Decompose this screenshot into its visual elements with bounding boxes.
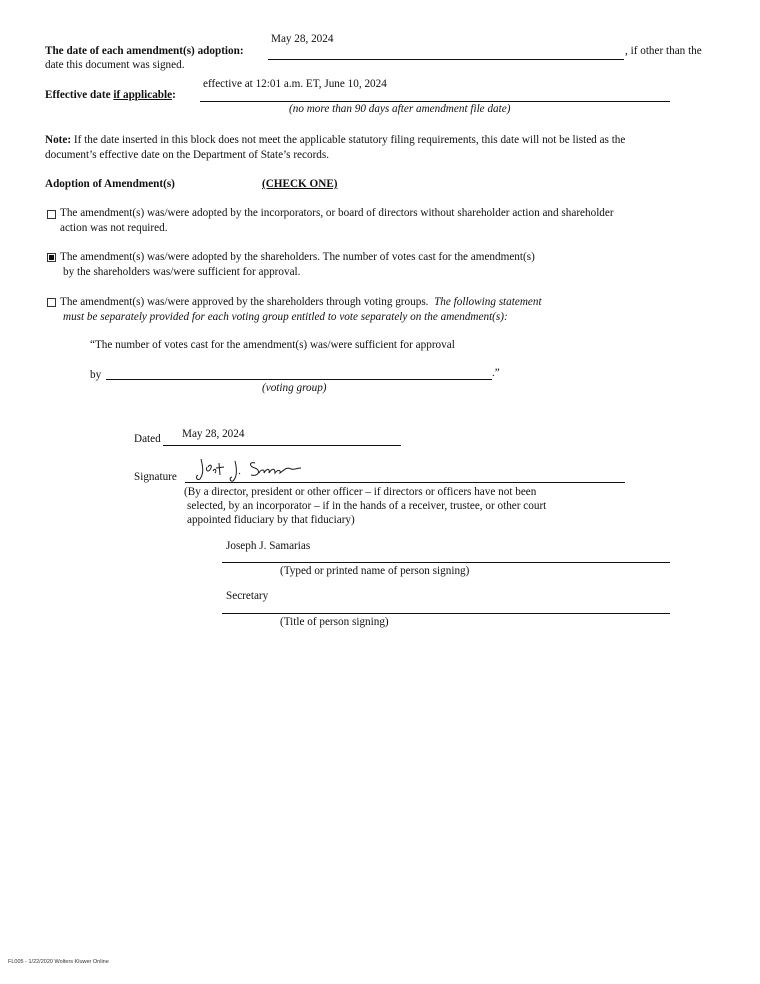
dated-line [163,445,401,446]
note-line-1 [45,134,625,147]
dated-label: Dated [134,433,161,445]
dated-value: May 28, 2024 [182,428,245,440]
signature-line [185,482,625,483]
signer-name-value: Joseph J. Samarias [226,540,311,552]
adoption-date-suffix: , if other than the [625,45,702,57]
by-label: by [90,369,102,381]
voting-group-caption: (voting group) [262,382,327,394]
option-2-checkbox[interactable] [47,253,56,262]
note-text-2: document’s effective date on the Department of State’s records. [45,149,330,161]
effective-date-label [45,89,176,102]
effective-date-value: effective at 12:01 a.m. ET, June 10, 2024 [203,78,387,90]
option-1-line-2: action was not required. [60,222,168,234]
signer-title-caption: (Title of person signing) [280,616,389,628]
option-3-checkbox[interactable] [47,298,56,307]
voting-quote: “The number of votes cast for the amendment(s) was/were sufficient for approval [90,339,455,351]
option-3-line-2: must be separately provided for each voting group entitled to vote separately on the amendment(s): [63,311,508,323]
signature-instructions-1: (By a director, president or other officer – if directors or officers have not been [184,486,537,498]
option-3-italic: The following statement [434,296,542,308]
form-footer: FL005 - 1/22/2020 Wolters Kluwer Online [8,959,109,965]
effective-date-label-prefix: Effective date [45,89,111,101]
adoption-date-value: May 28, 2024 [271,33,334,45]
signer-title-value: Secretary [226,590,269,602]
check-one-label: (CHECK ONE) [262,178,338,190]
signer-title-line [222,613,670,614]
signature-instructions-2: selected, by an incorporator – if in the hands of a receiver, trustee, or other court [187,500,547,512]
effective-date-note: (no more than 90 days after amendment file date) [289,103,511,115]
quote-end: .” [492,367,500,379]
adoption-date-line [268,59,624,60]
option-1-line-1: The amendment(s) was/were adopted by the incorporators, or board of directors without shareholder action and shareholder [60,207,614,219]
signature-instructions-3: appointed fiduciary by that fiduciary) [187,514,355,526]
signer-name-caption: (Typed or printed name of person signing) [280,565,470,577]
effective-date-label-colon: : [172,89,176,101]
option-2-line-1: The amendment(s) was/were adopted by the shareholders. The number of votes cast for the amendment(s) [60,251,535,263]
option-3-line-1 [60,296,542,309]
effective-date-line [200,101,670,102]
adoption-date-label: The date of each amendment(s) adoption: [45,45,244,57]
adoption-heading: Adoption of Amendment(s) [45,178,175,190]
handwritten-signature [193,453,313,483]
effective-date-label-underlined: if applicable [113,89,173,101]
adoption-date-continuation: date this document was signed. [45,59,185,71]
option-1-checkbox[interactable] [47,210,56,219]
note-label: Note: [45,134,72,146]
voting-group-line [106,379,492,380]
signature-label: Signature [134,471,177,483]
option-2-line-2: by the shareholders was/were sufficient for approval. [63,266,301,278]
signer-name-line [222,562,670,563]
option-3-text: The amendment(s) was/were approved by the shareholders through voting groups. [60,296,429,308]
note-text-1: If the date inserted in this block does not meet the applicable statutory filing requirements, this date will not be listed as the [71,134,626,146]
